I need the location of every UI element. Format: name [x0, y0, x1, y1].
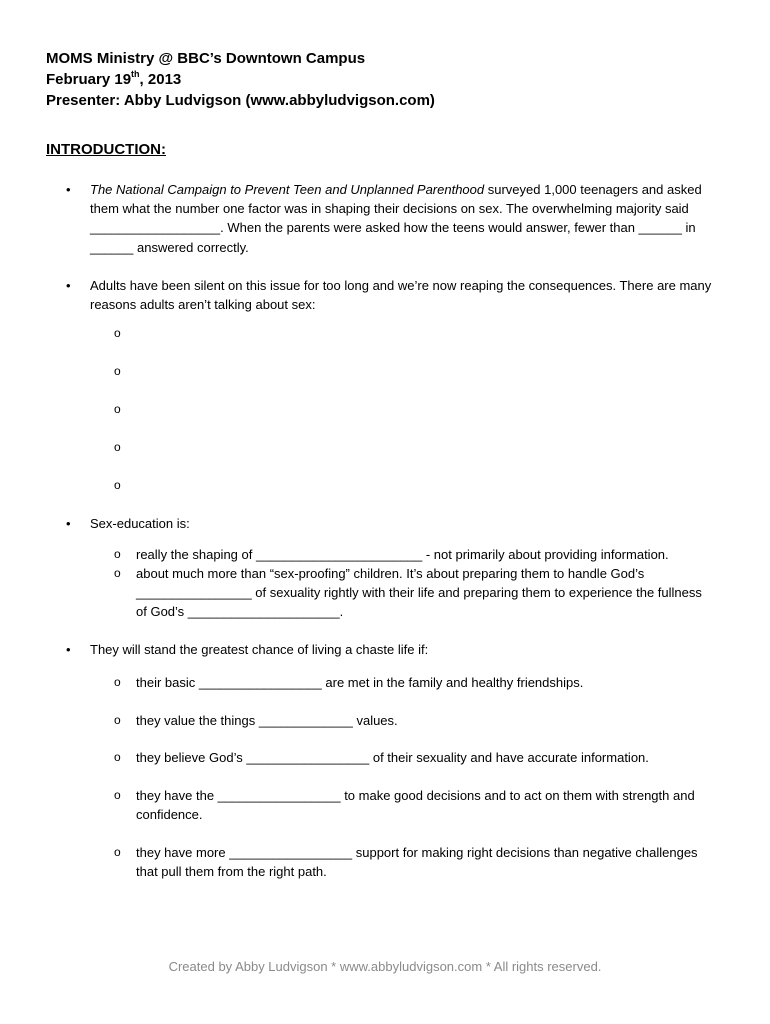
- date-superscript: th: [131, 69, 140, 79]
- sub-item-text: really the shaping of _______________________ - not primarily about providing information.: [136, 547, 669, 562]
- bullet-text: Adults have been silent on this issue for too long and we’re now reaping the consequences. There are many reasons adults aren’t talking about sex:: [90, 278, 712, 313]
- date-line: [46, 69, 435, 90]
- bullet-item-chaste-life: [66, 640, 716, 660]
- sub-bullet-glyph: o: [114, 440, 121, 454]
- sub-bullet-glyph: o: [114, 845, 121, 859]
- date-prefix: February 19: [46, 71, 132, 88]
- section-heading: INTRODUCTION:: [46, 141, 166, 158]
- sub-item-text: their basic _________________ are met in the family and healthy friendships.: [136, 675, 584, 690]
- survey-text: surveyed 1,000 teenagers and asked them what the number one factor was in shaping their decisions on sex. The overwhelming majority said __________________. When the parents were asked how the teens would answer, fewer than ______ in ______ answered correctly.: [90, 182, 702, 255]
- bullet-glyph: •: [66, 182, 71, 197]
- bullet-text: [90, 180, 716, 257]
- ministry-title: MOMS Ministry @ BBC’s Downtown Campus: [46, 50, 366, 67]
- sub-item-text: they have more _________________ support for making right decisions than negative challenges that pull them from the right path.: [136, 845, 698, 880]
- bullet-item-silence: [66, 276, 716, 316]
- document-header: [46, 48, 435, 111]
- sub-bullet-glyph: o: [114, 750, 121, 764]
- sub-bullet-glyph: o: [114, 566, 121, 580]
- bullet-text: Sex-education is:: [90, 516, 190, 531]
- bullet-item-survey: [66, 180, 716, 260]
- bullet-glyph: •: [66, 516, 71, 531]
- sub-bullet-glyph: o: [114, 788, 121, 802]
- sub-bullet-glyph: o: [114, 675, 121, 689]
- presenter-line: Presenter: Abby Ludvigson (www.abbyludvigson.com): [46, 92, 435, 109]
- sub-bullet-glyph: o: [114, 713, 121, 727]
- sub-bullet-glyph: o: [114, 364, 121, 378]
- campaign-name: The National Campaign to Prevent Teen and Unplanned Parenthood: [90, 182, 485, 197]
- date-suffix: , 2013: [139, 71, 182, 88]
- bullet-text: They will stand the greatest chance of living a chaste life if:: [90, 642, 429, 657]
- sub-item-text: they have the _________________ to make good decisions and to act on them with strength and confidence.: [136, 788, 695, 823]
- sub-bullet-glyph: o: [114, 547, 121, 561]
- sub-bullet-glyph: o: [114, 326, 121, 340]
- bullet-glyph: •: [66, 278, 71, 293]
- sub-item-text: they believe God’s _________________ of their sexuality and have accurate information.: [136, 750, 649, 765]
- sub-item-text: they value the things _____________ values.: [136, 713, 398, 728]
- sub-bullet-glyph: o: [114, 478, 121, 492]
- bullet-item-sex-education: [66, 514, 716, 534]
- footer-credit: Created by Abby Ludvigson * www.abbyludvigson.com * All rights reserved.: [168, 959, 602, 974]
- bullet-glyph: •: [66, 642, 71, 657]
- sub-bullet-glyph: o: [114, 402, 121, 416]
- sub-item-text: about much more than “sex-proofing” children. It’s about preparing them to handle God’s ________________ of sexuality rightly with their life and preparing them to experience the fullness of God’s _____________________.: [136, 566, 702, 620]
